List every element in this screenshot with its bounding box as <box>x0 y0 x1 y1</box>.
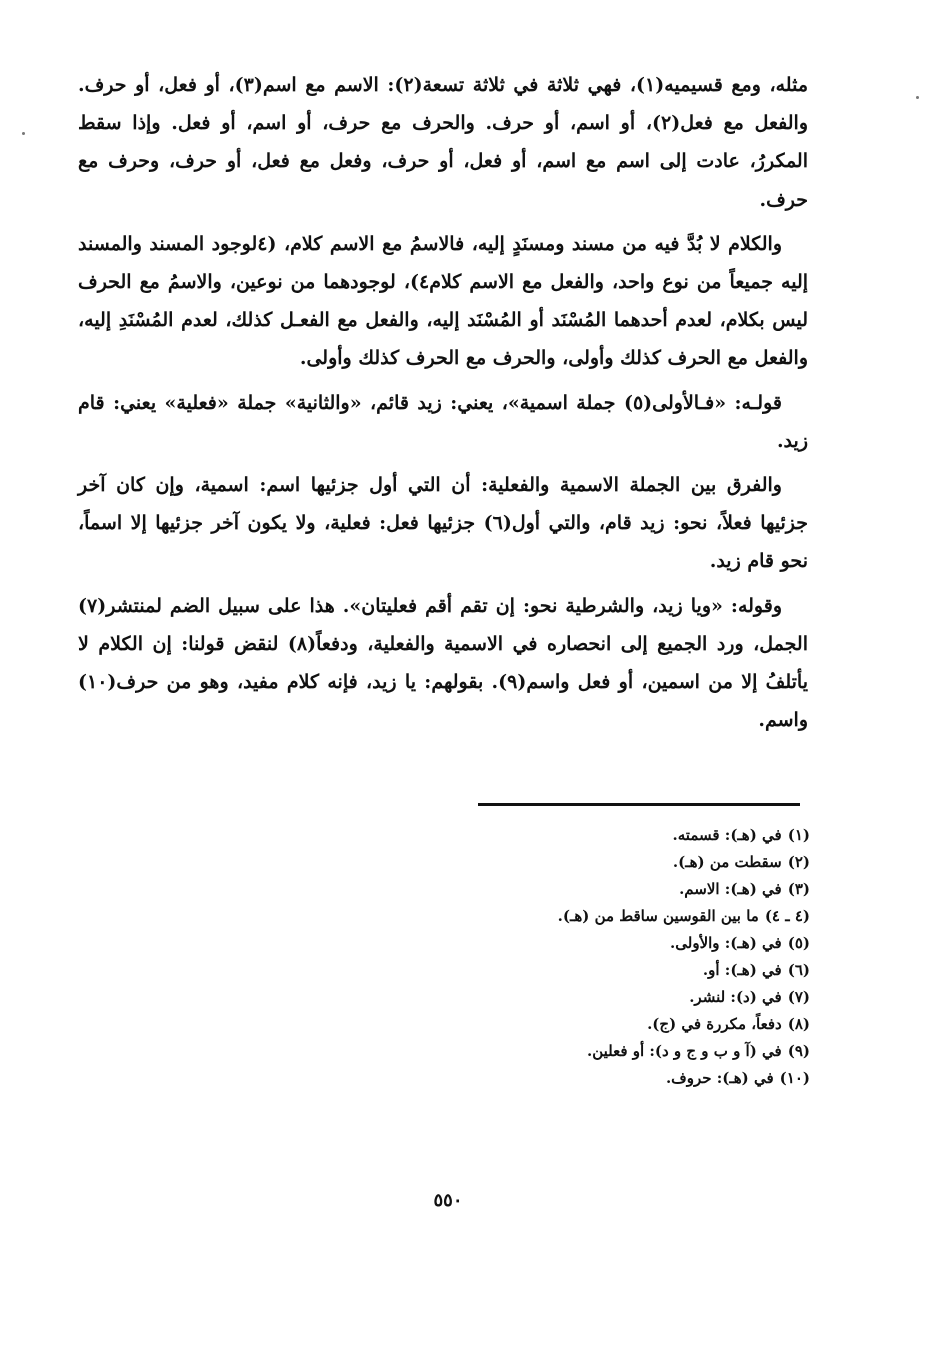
footnote-number: (٤ ـ ٤) <box>764 907 810 925</box>
footnote-number: (٢) <box>787 853 810 871</box>
footnote-number: (٥) <box>787 934 810 952</box>
main-text <box>78 66 808 745</box>
footnote-number: (٧) <box>787 988 810 1006</box>
paragraph: وقوله: «ويا زيد، والشرطية نحو: إن تقم أقم فعليتان». هذا على سبيل الضم لمنتشر(٧) الجمل، ورد الجميع إلى انحصاره في الاسمية والفعلية، ودفعاً(٨) لنقض قولنا: إن الكلام لا يأتلفُ إلا من اسمين، أو فعل واسم(٩). بقولهم: يا زيد، فإنه كلام مفيد، وهو من حرف(١٠) واسم. <box>78 594 809 732</box>
footnote <box>470 1065 810 1092</box>
paragraph: والفرق بين الجملة الاسمية والفعلية: أن التي أول جزئيها اسم: اسمية، وإن كان آخر جزئيها فعلاً، نحو: زيد قام، والتي أول(٦) جزئيها فعل: فعلية، ولا يكون آخر جزئيها إلا اسماً، نحو قام زيد. <box>78 474 808 573</box>
footnote-number: (٦) <box>787 961 810 979</box>
footnote <box>470 957 810 984</box>
footnote-number: (٩) <box>787 1042 810 1060</box>
footnote-number: (٣) <box>787 880 810 898</box>
scan-speck <box>916 96 919 99</box>
footnote-number: (١٠) <box>779 1069 810 1087</box>
footnote-text: في (هـ): أو. <box>702 961 782 979</box>
footnote-text: في (هـ): الاسم. <box>679 880 782 898</box>
footnote-divider <box>478 803 800 806</box>
footnote <box>470 849 810 876</box>
footnote <box>470 876 810 903</box>
scan-speck <box>22 132 25 135</box>
footnote <box>470 1011 810 1038</box>
footnote-text: ما بين القوسين ساقط من (هـ). <box>557 907 759 925</box>
footnote <box>470 930 810 957</box>
paragraph: قولـه: «فـالأولى(٥) جملة اسمية»، يعني: زيد قائم، «والثانية» جملة «فعلية» يعني: قام زيد. <box>78 391 808 452</box>
footnote <box>470 1038 810 1065</box>
footnote-number: (٨) <box>787 1015 810 1033</box>
footnote <box>470 822 810 849</box>
footnote-text: في (د): لنشر. <box>689 988 782 1006</box>
footnote <box>470 903 810 930</box>
footnote-text: دفعاً، مكررة في (ج). <box>647 1015 782 1033</box>
paragraph: والكلام لا بُدَّ فيه من مسند ومسنَدٍ إليه، فالاسمُ مع الاسم كلام، (٤لوجود المسند والمسند إليه جميعاً من نوع واحد، والفعل مع الاسم كلام٤)، لوجودهما من نوعين، والاسمُ مع الحرف ليس بكلام، لعدم أحدهما المُسْنَد أو المُسْنَد إليه، والفعل مع الفعـل كذلك، لعدم المُسْنَدِ إليه، والفعل مع الحرف كذلك وأولى، والحرف مع الحرف كذلك وأولى. <box>78 232 809 370</box>
footnote-text: سقطت من (هـ). <box>672 853 782 871</box>
footnote-number: (١) <box>787 826 810 844</box>
footnote-text: في (هـ): حروف. <box>665 1069 774 1087</box>
footnote <box>470 984 810 1011</box>
page-number: ٥٥٠ <box>433 1190 463 1211</box>
footnotes <box>470 822 810 1092</box>
paragraph: مثله، ومع قسيميه(١)، فهي ثلاثة في ثلاثة تسعة(٢): الاسم مع اسم(٣)، أو فعل، أو حرف. والفعل مع فعل(٢)، أو اسم، أو حرف. والحرف مع حرف، أو اسم، أو فعل. وإذا سقط المكررُ، عادت إلى اسم مع اسم، أو فعل، أو حرف، وفعل مع فعل، أو حرف، وحرف مع حرف. <box>78 74 808 211</box>
footnote-text: في (هـ): قسمته. <box>672 826 782 844</box>
footnote-text: في (آ و ب و ج و د): أو فعلين. <box>586 1042 782 1060</box>
footnote-text: في (هـ): والأولى. <box>670 934 782 952</box>
